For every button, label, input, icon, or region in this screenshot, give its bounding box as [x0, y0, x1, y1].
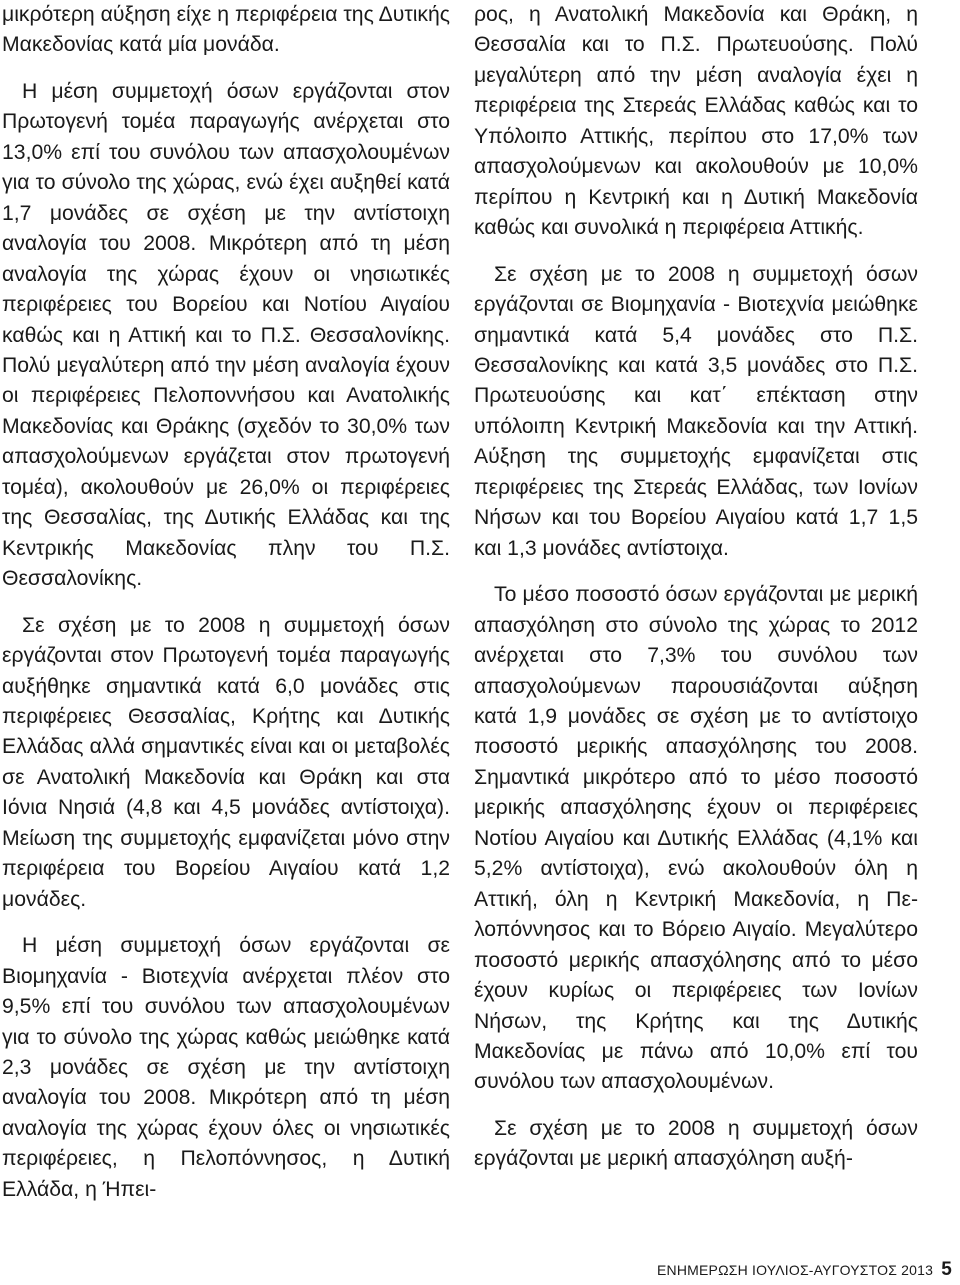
- paragraph: Η μέση συμμετοχή όσων εργάζονται σε Βιομηχανία - Βιοτεχνία ανέρχεται πλέον στο 9,5% επί του συνόλου των απασχολουμένων για το σύνολο της χώρας καθώς μειώθηκε κατά 2,3 μονάδες σε σχέση με την αντίστοιχη αναλογία του 2008. Μικρότερη από τη μέση αναλογία της χώρας έχουν όλες οι νησιωτικές περιφέρειες, η Πελοπόννησος, η Δυτική Ελλάδα, η Ήπει-: [2, 934, 450, 1201]
- page-number: 5: [941, 1259, 952, 1280]
- paragraph: Σε σχέση με το 2008 η συμμετοχή όσων εργάζονται σε Βιομηχανία - Βιοτεχνία μειώθηκε σημαντικά κατά 5,4 μονάδες στο Π.Σ. Θεσσαλονίκης και κατά 3,5 μονάδες στο Π.Σ. Πρωτευούσης και κατ΄ επέκταση στην υπόλοιπη Κεντρική Μακεδονία και την Αττική. Αύξηση της συμμετοχής εμφανίζεται στις περιφέρειες της Στερεάς Ελλάδας, των Ιονίων Νήσων και του Βορείου Αιγαίου κατά 1,7 1,5 και 1,3 μονάδες αντίστοιχα.: [474, 262, 918, 560]
- paragraph: Σε σχέση με το 2008 η συμμετοχή όσων εργάζονται με μερική απασχόληση αυξή-: [474, 1116, 918, 1171]
- right-column: [474, 0, 918, 1175]
- page-footer: [657, 1259, 952, 1281]
- publication-title: ΕΝΗΜΕΡΩΣΗ ΙΟΥΛΙΟΣ-ΑΥΓΟΥΣΤΟΣ 2013: [656, 1262, 934, 1278]
- paragraph: Σε σχέση με το 2008 η συμμετοχή όσων εργάζονται στον Πρωτογενή τομέα παραγωγής αυξήθηκε σημαντικά κατά 6,0 μονάδες στις περιφέρειες Θεσσαλίας, Κρήτης και Δυτικής Ελλάδας αλλά σημαντικές είναι και οι μεταβολές σε Ανατολική Μακεδονία και Θράκη και στα Ιόνια Νησιά (4,8 και 4,5 μονάδες αντίστοιχα). Μείωση της συμμετοχής εμφανίζεται μόνο στην περιφέρεια του Βορείου Αιγαίου κατά 1,2 μονάδες.: [2, 613, 450, 911]
- paragraph: ρος, η Ανατολική Μακεδονία και Θράκη, η Θεσσαλία και το Π.Σ. Πρωτευούσης. Πολύ μεγαλύτερη από την μέση αναλογία έχει η περιφέρεια της Στερεάς Ελλάδας καθώς και το Υπόλοιπο Αττικής, περίπου στο 17,0% των απασχολούμενων και ακολουθούν με 10,0% περίπου η Κεντρική και η Δυτική Μακεδονία καθώς και συνολικά η περιφέρεια Αττικής.: [474, 3, 918, 240]
- left-column: [2, 0, 450, 1205]
- paragraph: Το μέσο ποσοστό όσων εργάζονται με μερική απασχόληση στο σύνολο της χώρας το 2012 ανέρχεται στο 7,3% του συνόλου των απασχολούμενων παρουσιάζονται αύξηση κατά 1,9 μονάδες σε σχέση με το αντίστοιχο ποσοστό μερικής απασχόλησης του 2008. Σημαντικά μικρότερο από το μέσο ποσοστό μερικής απασχόλησης έχουν οι περιφέρειες Νοτίου Αιγαίου και Δυτικής Ελλάδας (4,1% και 5,2% αντίστοιχα), ενώ ακολουθούν όλη η Αττική, όλη η Κεντρική Μακεδονία, η Πελοπόννησος και το Βόρειο Αιγαίο. Μεγαλύτερο ποσοστό μερικής απασχόλησης από το μέσο έχουν κυρίως οι περιφέρειες των Ιονίων Νήσων, της Κρήτης και της Δυτικής Μακεδονίας με πάνω από 10,0% επί του συνόλου των απασχολουμένων.: [474, 583, 918, 1094]
- paragraph: Η μέση συμμετοχή όσων εργάζονται στον Πρωτογενή τομέα παραγωγής ανέρχεται στο 13,0% επί του συνόλου των απασχολουμένων για το σύνολο της χώρας, ενώ έχει αυξηθεί κατά 1,7 μονάδες σε σχέση με την αντίστοιχη αναλογία του 2008. Μικρότερη από τη μέση αναλογία της χώρας έχουν οι νησιωτικές περιφέρειες του Βορείου και Νοτίου Αιγαίου καθώς και η Αττική και το Π.Σ. Θεσσαλονίκης. Πολύ μεγαλύτερη από την μέση αναλογία έχουν οι περιφέρειες Πελοποννήσου και Ανατολικής Μακεδονίας και Θράκης (σχεδόν το 30,0% των απασχολούμενων εργάζεται στον πρωτογενή τομέα), ακολουθούν με 26,0% οι περιφέρειες της Θεσσαλίας, της Δυτικής Ελλάδας και της Κεντρικής Μακεδονίας πλην του Π.Σ. Θεσσαλονίκης.: [2, 79, 450, 591]
- paragraph: μικρότερη αύξηση είχε η περιφέρεια της Δυτικής Μακεδονίας κατά μία μονάδα.: [2, 3, 450, 57]
